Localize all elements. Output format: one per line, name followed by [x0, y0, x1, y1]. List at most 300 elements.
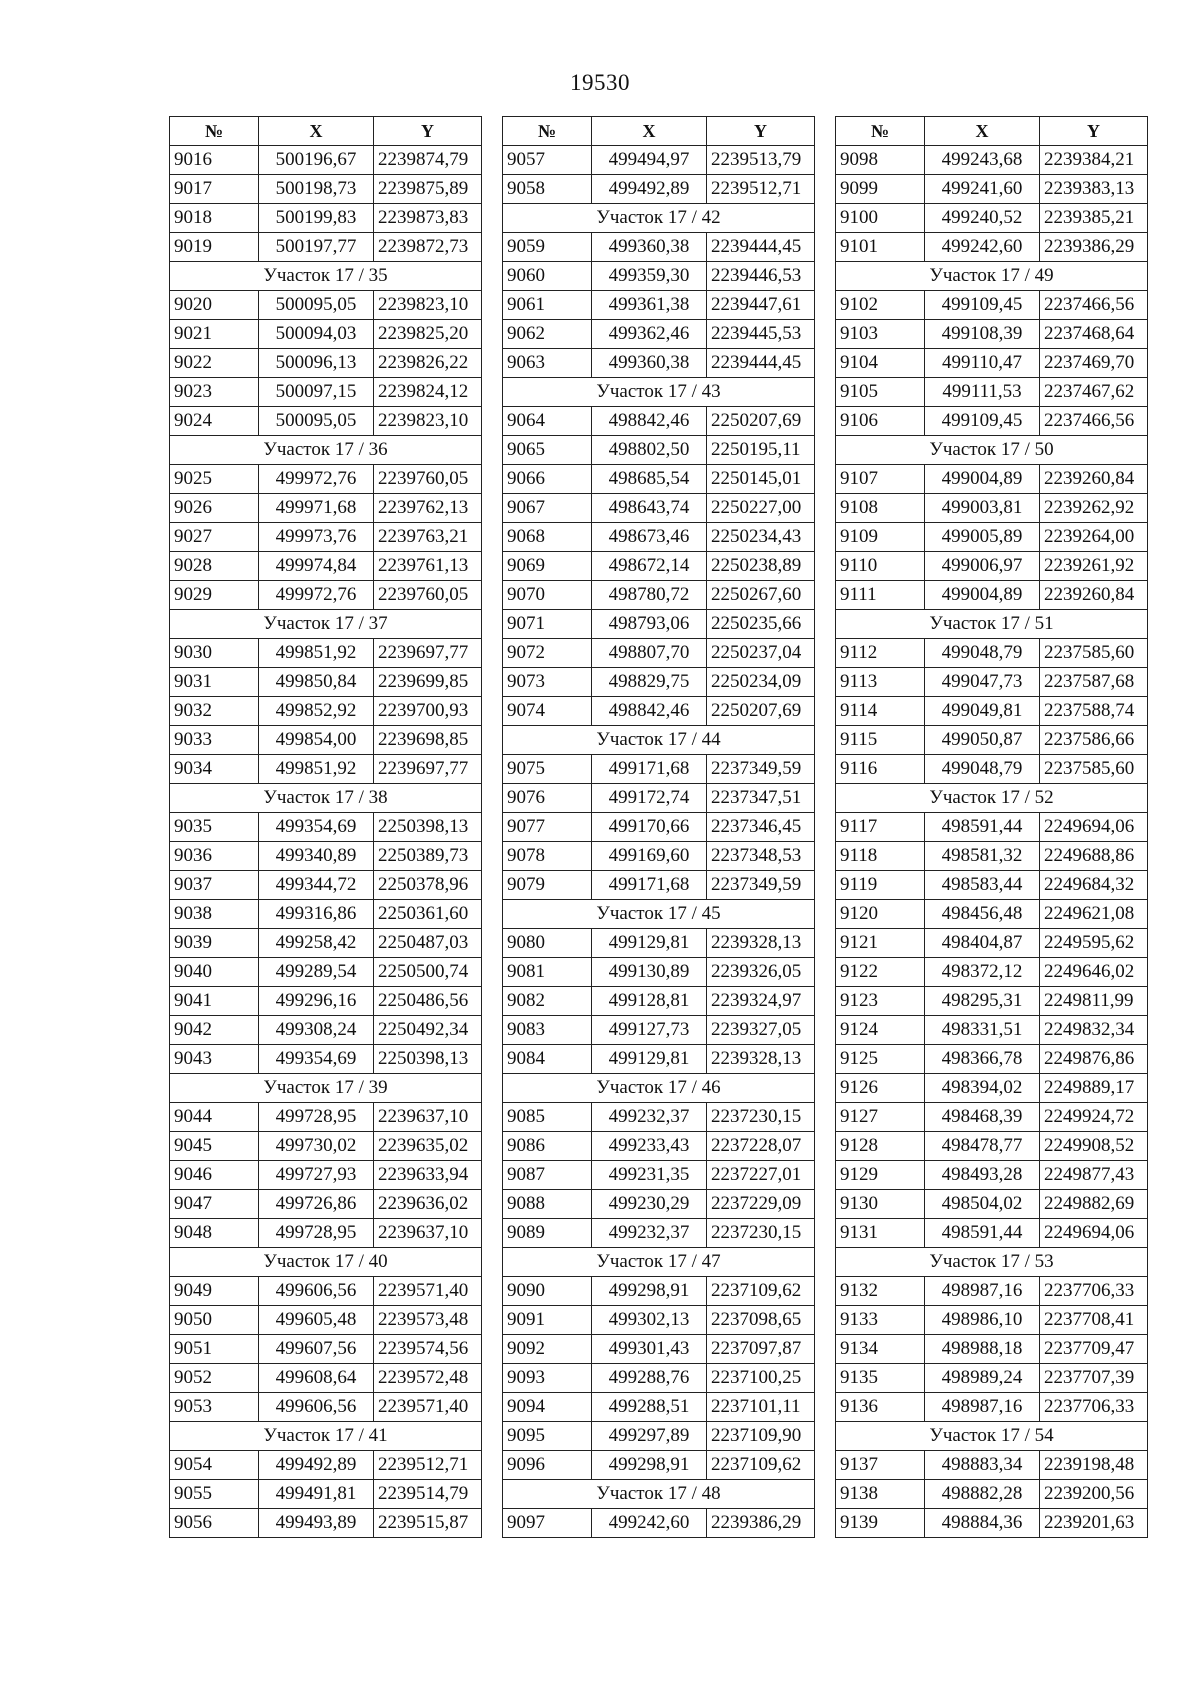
y-coordinate: 2239384,21: [1040, 146, 1148, 175]
point-number: 9131: [836, 1219, 925, 1248]
point-number: 9049: [170, 1277, 259, 1306]
y-coordinate: 2250207,69: [707, 697, 815, 726]
y-coordinate: 2239326,05: [707, 958, 815, 987]
table-row: [503, 320, 815, 349]
page-number: 19530: [570, 70, 630, 95]
x-coordinate: 499301,43: [592, 1335, 707, 1364]
header-y: Y: [1040, 117, 1148, 146]
table-row: [836, 755, 1148, 784]
table-row: [170, 871, 482, 900]
point-number: 9045: [170, 1132, 259, 1161]
section-label: Участок 17 / 41: [170, 1422, 482, 1451]
x-coordinate: 499172,74: [592, 784, 707, 813]
y-coordinate: 2249684,32: [1040, 871, 1148, 900]
x-coordinate: 499170,66: [592, 813, 707, 842]
x-coordinate: 499296,16: [259, 987, 374, 1016]
x-coordinate: 499004,89: [925, 581, 1040, 610]
section-header-row: [836, 436, 1148, 465]
y-coordinate: 2239698,85: [374, 726, 482, 755]
point-number: 9108: [836, 494, 925, 523]
x-coordinate: 498456,48: [925, 900, 1040, 929]
point-number: 9025: [170, 465, 259, 494]
y-coordinate: 2239261,92: [1040, 552, 1148, 581]
y-coordinate: 2249924,72: [1040, 1103, 1148, 1132]
point-number: 9105: [836, 378, 925, 407]
table-row: [503, 407, 815, 436]
table-row: [170, 958, 482, 987]
y-coordinate: 2239825,20: [374, 320, 482, 349]
x-coordinate: 498591,44: [925, 813, 1040, 842]
table-header-row: [503, 117, 815, 146]
point-number: 9070: [503, 581, 592, 610]
section-header-row: [170, 1422, 482, 1451]
point-number: 9076: [503, 784, 592, 813]
table-row: [836, 813, 1148, 842]
y-coordinate: 2239763,21: [374, 523, 482, 552]
y-coordinate: 2239324,97: [707, 987, 815, 1016]
header-number: №: [503, 117, 592, 146]
table-row: [170, 233, 482, 262]
point-number: 9053: [170, 1393, 259, 1422]
x-coordinate: 499362,46: [592, 320, 707, 349]
point-number: 9066: [503, 465, 592, 494]
x-coordinate: 499972,76: [259, 581, 374, 610]
point-number: 9102: [836, 291, 925, 320]
section-header-row: [170, 262, 482, 291]
x-coordinate: 500196,67: [259, 146, 374, 175]
y-coordinate: 2239383,13: [1040, 175, 1148, 204]
point-number: 9056: [170, 1509, 259, 1538]
table-row: [836, 639, 1148, 668]
x-coordinate: 498372,12: [925, 958, 1040, 987]
point-number: 9114: [836, 697, 925, 726]
point-number: 9071: [503, 610, 592, 639]
y-coordinate: 2249621,08: [1040, 900, 1148, 929]
x-coordinate: 499129,81: [592, 929, 707, 958]
section-header-row: [836, 784, 1148, 813]
y-coordinate: 2237706,33: [1040, 1277, 1148, 1306]
y-coordinate: 2249908,52: [1040, 1132, 1148, 1161]
section-label: Участок 17 / 39: [170, 1074, 482, 1103]
x-coordinate: 499289,54: [259, 958, 374, 987]
x-coordinate: 499111,53: [925, 378, 1040, 407]
y-coordinate: 2239635,02: [374, 1132, 482, 1161]
x-coordinate: 500095,05: [259, 407, 374, 436]
table-row: [170, 1509, 482, 1538]
section-header-row: [836, 1422, 1148, 1451]
x-coordinate: 498404,87: [925, 929, 1040, 958]
table-row: [503, 1277, 815, 1306]
table-row: [503, 610, 815, 639]
x-coordinate: 500094,03: [259, 320, 374, 349]
point-number: 9042: [170, 1016, 259, 1045]
y-coordinate: 2250234,43: [707, 523, 815, 552]
point-number: 9120: [836, 900, 925, 929]
y-coordinate: 2250207,69: [707, 407, 815, 436]
table-row: [836, 929, 1148, 958]
y-coordinate: 2239262,92: [1040, 494, 1148, 523]
x-coordinate: 499728,95: [259, 1219, 374, 1248]
section-label: Участок 17 / 47: [503, 1248, 815, 1277]
point-number: 9033: [170, 726, 259, 755]
table-row: [503, 291, 815, 320]
table-row: [836, 233, 1148, 262]
point-number: 9117: [836, 813, 925, 842]
y-coordinate: 2239824,12: [374, 378, 482, 407]
y-coordinate: 2239633,94: [374, 1161, 482, 1190]
point-number: 9081: [503, 958, 592, 987]
point-number: 9060: [503, 262, 592, 291]
y-coordinate: 2239826,22: [374, 349, 482, 378]
section-label: Участок 17 / 37: [170, 610, 482, 639]
y-coordinate: 2239512,71: [707, 175, 815, 204]
y-coordinate: 2237230,15: [707, 1219, 815, 1248]
table-row: [170, 726, 482, 755]
table-row: [836, 204, 1148, 233]
y-coordinate: 2250398,13: [374, 1045, 482, 1074]
y-coordinate: 2239637,10: [374, 1103, 482, 1132]
y-coordinate: 2249882,69: [1040, 1190, 1148, 1219]
point-number: 9124: [836, 1016, 925, 1045]
point-number: 9135: [836, 1364, 925, 1393]
x-coordinate: 499127,73: [592, 1016, 707, 1045]
y-coordinate: 2239445,53: [707, 320, 815, 349]
y-coordinate: 2239386,29: [1040, 233, 1148, 262]
table-header-row: [170, 117, 482, 146]
x-coordinate: 498802,50: [592, 436, 707, 465]
table-row: [503, 436, 815, 465]
table-row: [170, 1016, 482, 1045]
x-coordinate: 499003,81: [925, 494, 1040, 523]
x-coordinate: 499232,37: [592, 1103, 707, 1132]
x-coordinate: 499605,48: [259, 1306, 374, 1335]
point-number: 9139: [836, 1509, 925, 1538]
x-coordinate: 499850,84: [259, 668, 374, 697]
x-coordinate: 499230,29: [592, 1190, 707, 1219]
y-coordinate: 2239699,85: [374, 668, 482, 697]
point-number: 9026: [170, 494, 259, 523]
table-row: [503, 842, 815, 871]
table-row: [836, 320, 1148, 349]
table-row: [170, 552, 482, 581]
y-coordinate: 2237228,07: [707, 1132, 815, 1161]
table-row: [170, 320, 482, 349]
point-number: 9057: [503, 146, 592, 175]
point-number: 9075: [503, 755, 592, 784]
table-row: [836, 1103, 1148, 1132]
x-coordinate: 498884,36: [925, 1509, 1040, 1538]
section-label: Участок 17 / 43: [503, 378, 815, 407]
table-row: [503, 1422, 815, 1451]
point-number: 9123: [836, 987, 925, 1016]
x-coordinate: 499129,81: [592, 1045, 707, 1074]
table-row: [170, 668, 482, 697]
x-coordinate: 499109,45: [925, 407, 1040, 436]
y-coordinate: 2239761,13: [374, 552, 482, 581]
x-coordinate: 499005,89: [925, 523, 1040, 552]
table-row: [170, 378, 482, 407]
y-coordinate: 2239697,77: [374, 639, 482, 668]
y-coordinate: 2237466,56: [1040, 291, 1148, 320]
y-coordinate: 2239514,79: [374, 1480, 482, 1509]
section-label: Участок 17 / 52: [836, 784, 1148, 813]
point-number: 9078: [503, 842, 592, 871]
section-header-row: [836, 262, 1148, 291]
table-row: [503, 697, 815, 726]
point-number: 9086: [503, 1132, 592, 1161]
x-coordinate: 498468,39: [925, 1103, 1040, 1132]
y-coordinate: 2237229,09: [707, 1190, 815, 1219]
x-coordinate: 499298,91: [592, 1277, 707, 1306]
point-number: 9098: [836, 146, 925, 175]
point-number: 9110: [836, 552, 925, 581]
section-label: Участок 17 / 42: [503, 204, 815, 233]
x-coordinate: 498842,46: [592, 407, 707, 436]
y-coordinate: 2239571,40: [374, 1277, 482, 1306]
section-label: Участок 17 / 36: [170, 436, 482, 465]
x-coordinate: 498883,34: [925, 1451, 1040, 1480]
table-row: [503, 465, 815, 494]
table-row: [836, 494, 1148, 523]
y-coordinate: 2237707,39: [1040, 1364, 1148, 1393]
table-row: [503, 784, 815, 813]
y-coordinate: 2239447,61: [707, 291, 815, 320]
point-number: 9019: [170, 233, 259, 262]
section-header-row: [170, 1248, 482, 1277]
section-label: Участок 17 / 49: [836, 262, 1148, 291]
y-coordinate: 2237101,11: [707, 1393, 815, 1422]
point-number: 9112: [836, 639, 925, 668]
y-coordinate: 2237706,33: [1040, 1393, 1148, 1422]
y-coordinate: 2239823,10: [374, 407, 482, 436]
section-header-row: [170, 436, 482, 465]
header-number: №: [170, 117, 259, 146]
x-coordinate: 499492,89: [259, 1451, 374, 1480]
x-coordinate: 499171,68: [592, 871, 707, 900]
y-coordinate: 2239875,89: [374, 175, 482, 204]
section-label: Участок 17 / 48: [503, 1480, 815, 1509]
y-coordinate: 2239762,13: [374, 494, 482, 523]
x-coordinate: 498366,78: [925, 1045, 1040, 1074]
table-row: [170, 755, 482, 784]
point-number: 9024: [170, 407, 259, 436]
table-row: [503, 1393, 815, 1422]
x-coordinate: 499297,89: [592, 1422, 707, 1451]
x-coordinate: 498493,28: [925, 1161, 1040, 1190]
table-row: [836, 378, 1148, 407]
x-coordinate: 499361,38: [592, 291, 707, 320]
y-coordinate: 2237097,87: [707, 1335, 815, 1364]
point-number: 9087: [503, 1161, 592, 1190]
y-coordinate: 2239573,48: [374, 1306, 482, 1335]
point-number: 9113: [836, 668, 925, 697]
y-coordinate: 2249811,99: [1040, 987, 1148, 1016]
table-row: [503, 523, 815, 552]
table-row: [503, 987, 815, 1016]
point-number: 9107: [836, 465, 925, 494]
point-number: 9106: [836, 407, 925, 436]
point-number: 9122: [836, 958, 925, 987]
point-number: 9016: [170, 146, 259, 175]
table-row: [503, 146, 815, 175]
y-coordinate: 2239697,77: [374, 755, 482, 784]
table-row: [836, 900, 1148, 929]
point-number: 9062: [503, 320, 592, 349]
y-coordinate: 2250486,56: [374, 987, 482, 1016]
section-header-row: [503, 1074, 815, 1103]
y-coordinate: 2237349,59: [707, 755, 815, 784]
y-coordinate: 2237588,74: [1040, 697, 1148, 726]
y-coordinate: 2239200,56: [1040, 1480, 1148, 1509]
point-number: 9093: [503, 1364, 592, 1393]
table-row: [170, 1190, 482, 1219]
point-number: 9130: [836, 1190, 925, 1219]
section-header-row: [503, 1480, 815, 1509]
section-header-row: [503, 900, 815, 929]
section-label: Участок 17 / 51: [836, 610, 1148, 639]
table-row: [170, 1306, 482, 1335]
x-coordinate: 498989,24: [925, 1364, 1040, 1393]
point-number: 9032: [170, 697, 259, 726]
table-row: [170, 523, 482, 552]
table-row: [503, 494, 815, 523]
x-coordinate: 498829,75: [592, 668, 707, 697]
point-number: 9063: [503, 349, 592, 378]
x-coordinate: 500197,77: [259, 233, 374, 262]
table-row: [836, 1335, 1148, 1364]
point-number: 9058: [503, 175, 592, 204]
point-number: 9052: [170, 1364, 259, 1393]
table-row: [836, 958, 1148, 987]
x-coordinate: 499240,52: [925, 204, 1040, 233]
table-row: [170, 465, 482, 494]
x-coordinate: 498988,18: [925, 1335, 1040, 1364]
y-coordinate: 2250492,34: [374, 1016, 482, 1045]
point-number: 9125: [836, 1045, 925, 1074]
table-row: [836, 1509, 1148, 1538]
point-number: 9023: [170, 378, 259, 407]
y-coordinate: 2237348,53: [707, 842, 815, 871]
x-coordinate: 499728,95: [259, 1103, 374, 1132]
x-coordinate: 499727,93: [259, 1161, 374, 1190]
y-coordinate: 2237347,51: [707, 784, 815, 813]
y-coordinate: 2237709,47: [1040, 1335, 1148, 1364]
table-row: [503, 175, 815, 204]
section-label: Участок 17 / 44: [503, 726, 815, 755]
y-coordinate: 2250361,60: [374, 900, 482, 929]
x-coordinate: 499606,56: [259, 1277, 374, 1306]
y-coordinate: 2239444,45: [707, 233, 815, 262]
y-coordinate: 2237100,25: [707, 1364, 815, 1393]
table-row: [503, 1190, 815, 1219]
x-coordinate: 499110,47: [925, 349, 1040, 378]
x-coordinate: 499050,87: [925, 726, 1040, 755]
y-coordinate: 2249694,06: [1040, 813, 1148, 842]
x-coordinate: 498394,02: [925, 1074, 1040, 1103]
y-coordinate: 2237587,68: [1040, 668, 1148, 697]
y-coordinate: 2237469,70: [1040, 349, 1148, 378]
x-coordinate: 498331,51: [925, 1016, 1040, 1045]
table-row: [170, 291, 482, 320]
x-coordinate: 500095,05: [259, 291, 374, 320]
header-x: X: [259, 117, 374, 146]
table-row: [836, 1074, 1148, 1103]
table-row: [170, 494, 482, 523]
point-number: 9073: [503, 668, 592, 697]
table-row: [836, 146, 1148, 175]
x-coordinate: 500198,73: [259, 175, 374, 204]
table-row: [170, 349, 482, 378]
table-row: [170, 146, 482, 175]
x-coordinate: 499494,97: [592, 146, 707, 175]
header-x: X: [592, 117, 707, 146]
x-coordinate: 499354,69: [259, 813, 374, 842]
table-row: [170, 900, 482, 929]
point-number: 9059: [503, 233, 592, 262]
y-coordinate: 2239637,10: [374, 1219, 482, 1248]
x-coordinate: 499492,89: [592, 175, 707, 204]
point-number: 9089: [503, 1219, 592, 1248]
point-number: 9111: [836, 581, 925, 610]
y-coordinate: 2249832,34: [1040, 1016, 1148, 1045]
x-coordinate: 499493,89: [259, 1509, 374, 1538]
table-row: [170, 813, 482, 842]
point-number: 9067: [503, 494, 592, 523]
x-coordinate: 498882,28: [925, 1480, 1040, 1509]
table-row: [170, 407, 482, 436]
table-row: [503, 1016, 815, 1045]
y-coordinate: 2239874,79: [374, 146, 482, 175]
y-coordinate: 2239515,87: [374, 1509, 482, 1538]
point-number: 9018: [170, 204, 259, 233]
section-label: Участок 17 / 50: [836, 436, 1148, 465]
x-coordinate: 499231,35: [592, 1161, 707, 1190]
table-row: [503, 581, 815, 610]
x-coordinate: 499852,92: [259, 697, 374, 726]
x-coordinate: 499974,84: [259, 552, 374, 581]
x-coordinate: 499109,45: [925, 291, 1040, 320]
point-number: 9088: [503, 1190, 592, 1219]
point-number: 9068: [503, 523, 592, 552]
y-coordinate: 2249877,43: [1040, 1161, 1148, 1190]
y-coordinate: 2250389,73: [374, 842, 482, 871]
y-coordinate: 2250238,89: [707, 552, 815, 581]
table-row: [836, 552, 1148, 581]
y-coordinate: 2237586,66: [1040, 726, 1148, 755]
y-coordinate: 2239198,48: [1040, 1451, 1148, 1480]
table-row: [503, 1509, 815, 1538]
point-number: 9041: [170, 987, 259, 1016]
x-coordinate: 499288,76: [592, 1364, 707, 1393]
point-number: 9046: [170, 1161, 259, 1190]
table-row: [170, 697, 482, 726]
y-coordinate: 2239760,05: [374, 465, 482, 494]
x-coordinate: 498295,31: [925, 987, 1040, 1016]
table-row: [503, 1451, 815, 1480]
x-coordinate: 499308,24: [259, 1016, 374, 1045]
point-number: 9094: [503, 1393, 592, 1422]
table-row: [170, 639, 482, 668]
x-coordinate: 499608,64: [259, 1364, 374, 1393]
y-coordinate: 2250195,11: [707, 436, 815, 465]
x-coordinate: 498685,54: [592, 465, 707, 494]
y-coordinate: 2239872,73: [374, 233, 482, 262]
y-coordinate: 2239512,71: [374, 1451, 482, 1480]
y-coordinate: 2239260,84: [1040, 465, 1148, 494]
x-coordinate: 499130,89: [592, 958, 707, 987]
table-row: [170, 1364, 482, 1393]
y-coordinate: 2249688,86: [1040, 842, 1148, 871]
